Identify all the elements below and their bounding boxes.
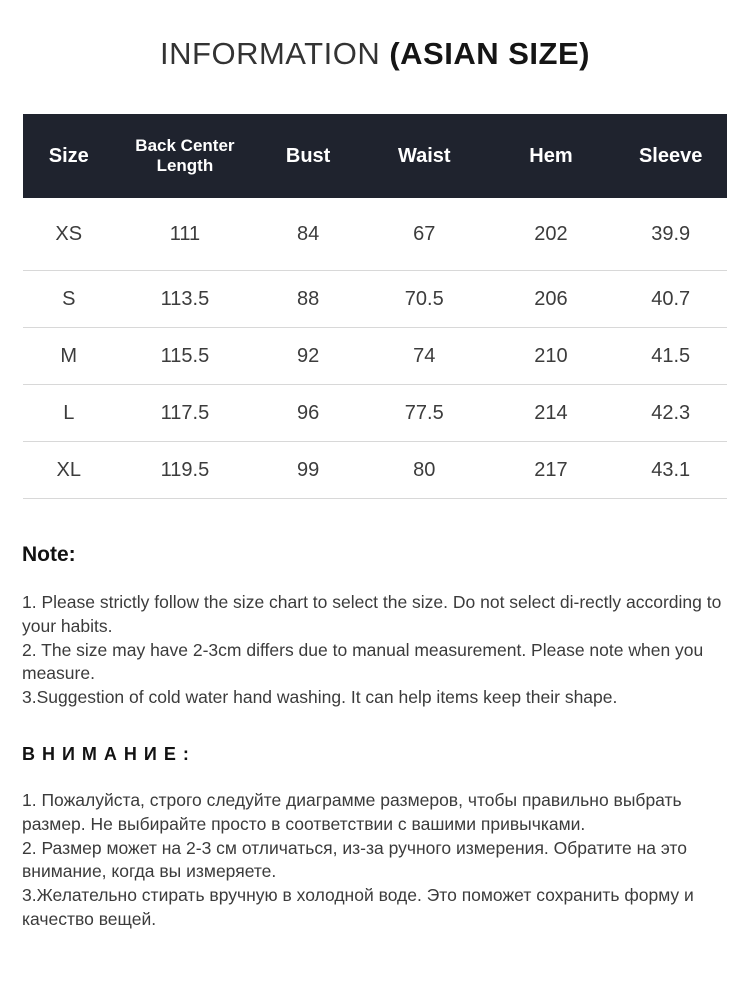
size-table-body [23, 198, 727, 499]
header-bust: Bust [255, 114, 361, 198]
size-label-cell: XS [23, 198, 115, 271]
notes-section [0, 543, 750, 932]
measurement-cell: 217 [488, 442, 615, 499]
header-back-center-length [115, 114, 256, 198]
measurement-cell: 115.5 [115, 328, 256, 385]
measurement-cell: 113.5 [115, 271, 256, 328]
table-row [23, 198, 727, 271]
header-sleeve: Sleeve [614, 114, 727, 198]
measurement-cell: 88 [255, 271, 361, 328]
size-table [23, 114, 727, 499]
note-line: 1. Please strictly follow the size chart to select the size. Do not select di-rectly according to your habits. [22, 592, 722, 636]
measurement-cell: 202 [488, 198, 615, 271]
measurement-cell: 92 [255, 328, 361, 385]
measurement-cell: 74 [361, 328, 488, 385]
size-label-cell: M [23, 328, 115, 385]
measurement-cell: 206 [488, 271, 615, 328]
measurement-cell: 41.5 [614, 328, 727, 385]
size-label-cell: L [23, 385, 115, 442]
measurement-cell: 40.7 [614, 271, 727, 328]
measurement-cell: 111 [115, 198, 256, 271]
measurement-cell: 119.5 [115, 442, 256, 499]
measurement-cell: 42.3 [614, 385, 727, 442]
header-waist: Waist [361, 114, 488, 198]
measurement-cell: 96 [255, 385, 361, 442]
header-size: Size [23, 114, 115, 198]
note-line: 2. Размер может на 2-3 см отличаться, из-за ручного измерения. Обратите на это внимание, когда вы измеряете. [22, 837, 687, 882]
note-line: 2. The size may have 2-3cm differs due to manual measurement. Please note when you measure. [22, 639, 704, 684]
attention-heading: ВНИМАНИЕ: [22, 743, 196, 764]
note-heading: Note: [22, 543, 76, 566]
page-title-bold: (ASIAN SIZE) [389, 36, 590, 71]
note-line: 3.Желательно стирать вручную в холодной воде. Это поможет сохранить форму и качество вещей. [22, 885, 694, 929]
note-line: 1. Пожалуйста, строго следуйте диаграмме размеров, чтобы правильно выбрать размер. Не выбирайте просто в соответствии с вашими привычками. [22, 789, 682, 834]
note-list-russian [22, 789, 728, 932]
header-hem: Hem [488, 114, 615, 198]
size-label-cell: XL [23, 442, 115, 499]
measurement-cell: 84 [255, 198, 361, 271]
measurement-cell: 210 [488, 328, 615, 385]
table-row [23, 442, 727, 499]
table-row [23, 385, 727, 442]
page-title-normal: INFORMATION [160, 36, 381, 71]
measurement-cell: 43.1 [614, 442, 727, 499]
measurement-cell: 70.5 [361, 271, 488, 328]
measurement-cell: 39.9 [614, 198, 727, 271]
header-back-center-length-label: Back Center Length [135, 135, 235, 175]
note-line: 3.Suggestion of cold water hand washing. It can help items keep their shape. [22, 687, 618, 708]
measurement-cell: 77.5 [361, 385, 488, 442]
page-title [0, 36, 750, 72]
measurement-cell: 99 [255, 442, 361, 499]
measurement-cell: 214 [488, 385, 615, 442]
header-row [23, 114, 727, 198]
note-list-english [22, 591, 728, 710]
measurement-cell: 117.5 [115, 385, 256, 442]
table-row [23, 328, 727, 385]
size-table-header [23, 114, 727, 198]
table-row [23, 271, 727, 328]
size-label-cell: S [23, 271, 115, 328]
measurement-cell: 67 [361, 198, 488, 271]
measurement-cell: 80 [361, 442, 488, 499]
